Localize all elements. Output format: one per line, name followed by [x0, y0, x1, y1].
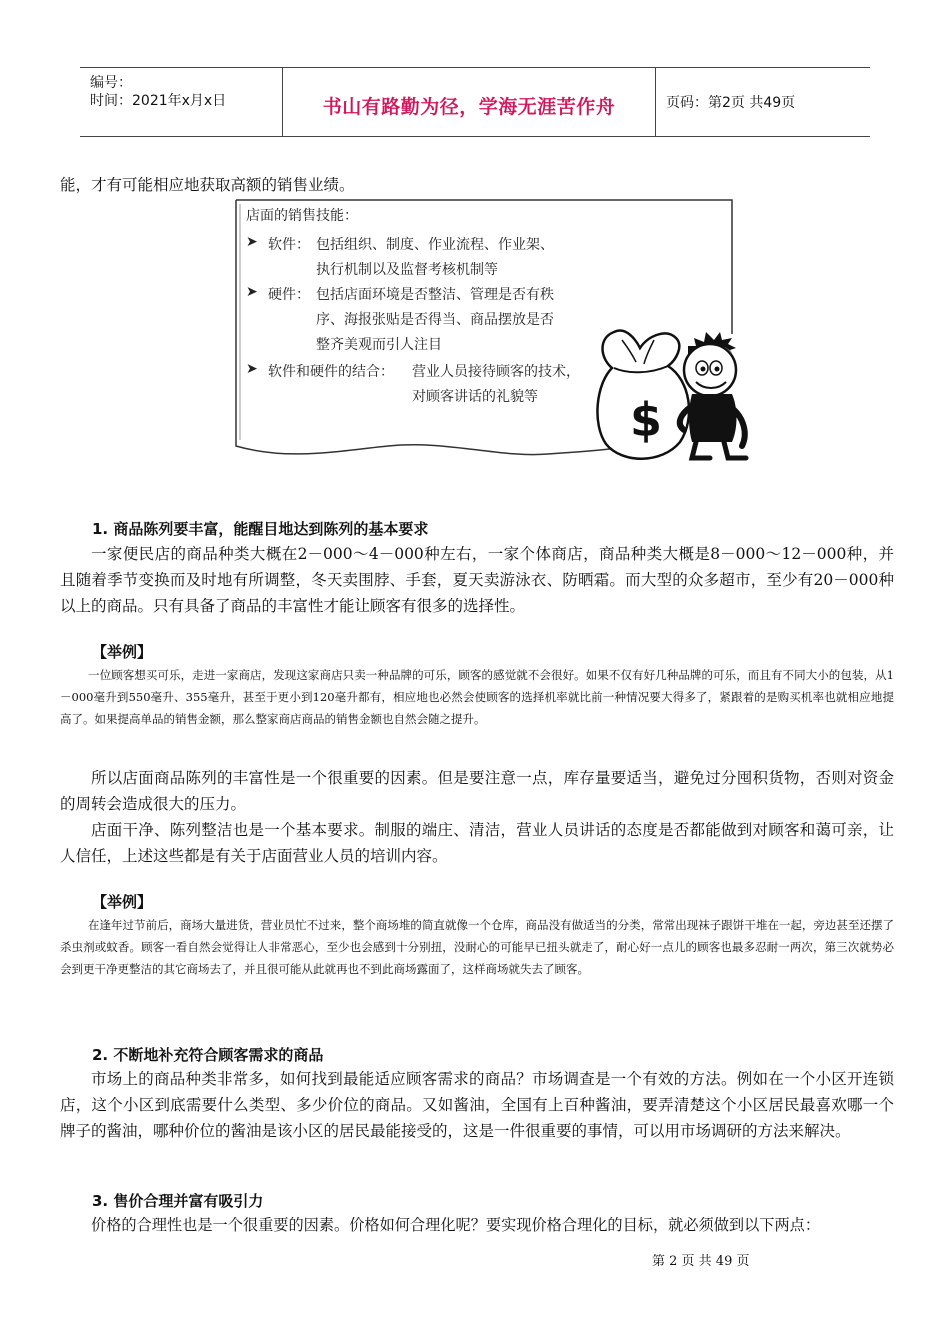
example-2-text: 在逢年过节前后，商场大量进货，营业员忙不过来，整个商场堆的简直就像一个仓库，商品没有做适当的分类，常常出现袜子跟饼干堆在一起，旁边甚至还摆了杀虫剂或蚊香。顾客一看自然会觉得让人非常恶心，至少也会感到十分别扭，没耐心的可能早已扭头就走了，耐心好一点儿的顾客也最多忍耐一两次，第三次就势必会到更干净更整洁的其它商场去了，并且很可能从此就再也不到此商场露面了，这样商场就失去了顾客。: [60, 918, 894, 976]
date-label: 时间：2021年x月x日: [90, 93, 227, 109]
money-bag-cartoon-icon: [592, 318, 762, 466]
section-1-paragraph-2: 所以店面商品陈列的丰富性是一个很重要的因素。但是要注意一点，库存量要适当，避免过分囤积货物，否则对资金的周转会造成很大的压力。: [60, 769, 894, 813]
bullet-icon: ➤: [246, 361, 258, 377]
section-3-paragraph-1: 价格的合理性也是一个很重要的因素。价格如何合理化呢？要实现价格合理化的目标，就必须做到以下两点：: [91, 1216, 820, 1234]
section-1-title: 1. 商品陈列要丰富，能醒目地达到陈列的基本要求: [92, 520, 429, 538]
intro-line: 能，才有可能相应地获取高额的销售业绩。: [60, 176, 355, 194]
hardware-line-3: 整齐美观而引人注目: [316, 337, 442, 353]
bullet-icon: ➤: [246, 284, 258, 300]
header-motto: 书山有路勤为径，学海无涯苦作舟: [322, 96, 616, 118]
combined-line-2: 对顾客讲话的礼貌等: [412, 389, 538, 405]
page-footer: 第 2 页 共 49 页: [652, 1254, 750, 1269]
combined-label: 软件和硬件的结合：: [268, 364, 394, 380]
bullet-icon: ➤: [246, 234, 258, 250]
example-2-label: 【举例】: [92, 893, 153, 911]
skills-box-title: 店面的销售技能：: [246, 208, 358, 224]
dollar-sign: $: [630, 393, 663, 447]
section-2-paragraph-1: 市场上的商品种类非常多，如何找到最能适应顾客需求的商品？市场调查是一个有效的方法。例如在一个小区开连锁店，这个小区到底需要什么类型、多少价位的商品。又如酱油，全国有上百种酱油，要弄清楚这个小区居民最喜欢哪一个牌子的酱油，哪种价位的酱油是该小区的居民最能接受的，这是一件很重要的事情，可以用市场调研的方法来解决。: [60, 1070, 894, 1140]
hardware-label: 硬件：: [268, 287, 310, 303]
software-line-1: 包括组织、制度、作业流程、作业架、: [316, 237, 554, 253]
header-middle-cell: [283, 68, 656, 136]
example-1-label: 【举例】: [92, 643, 153, 661]
combined-line-1: 营业人员接待顾客的技术，: [412, 364, 580, 380]
page-code: 页码：第2页 共49页: [666, 95, 796, 111]
header-left-cell: [80, 68, 283, 136]
software-label: 软件：: [268, 237, 310, 253]
hardware-line-1: 包括店面环境是否整洁、管理是否有秩: [316, 287, 554, 303]
number-label: 编号：: [90, 75, 132, 91]
header-table: [80, 67, 870, 137]
header-right-cell: [656, 68, 870, 136]
software-line-2: 执行机制以及监督考核机制等: [316, 262, 498, 278]
section-1-paragraph-3: 店面干净、陈列整洁也是一个基本要求。制服的端庄、清洁，营业人员讲话的态度是否都能做到对顾客和蔼可亲，让人信任，上述这些都是有关于店面营业人员的培训内容。: [60, 821, 894, 865]
section-1-paragraph-1: 一家便民店的商品种类大概在2－000～4－000种左右，一家个体商店，商品种类大概是8－000～12－000种，并且随着季节变换而及时地有所调整，冬天卖围脖、手套，夏天卖游泳衣、防晒霜。而大型的众多超市，至少有20－000种以上的商品。只有具备了商品的丰富性才能让顾客有很多的选择性。: [60, 545, 894, 615]
example-1-text: 一位顾客想买可乐，走进一家商店，发现这家商店只卖一种品牌的可乐，顾客的感觉就不会很好。如果不仅有好几种品牌的可乐，而且有不同大小的包装，从1－000毫升到550毫升、355毫升，甚至于更小到120毫升都有，相应地也必然会使顾客的选择机率就比前一种情况要大得多了，紧跟着的是购买机率也就相应地提高了。如果提高单品的销售金额，那么整家商店商品的销售金额也自然会随之提升。: [60, 668, 894, 726]
section-2-title: 2. 不断地补充符合顾客需求的商品: [92, 1046, 324, 1064]
section-3-title: 3. 售价合理并富有吸引力: [92, 1192, 264, 1210]
hardware-line-2: 序、海报张贴是否得当、商品摆放是否: [316, 312, 554, 328]
